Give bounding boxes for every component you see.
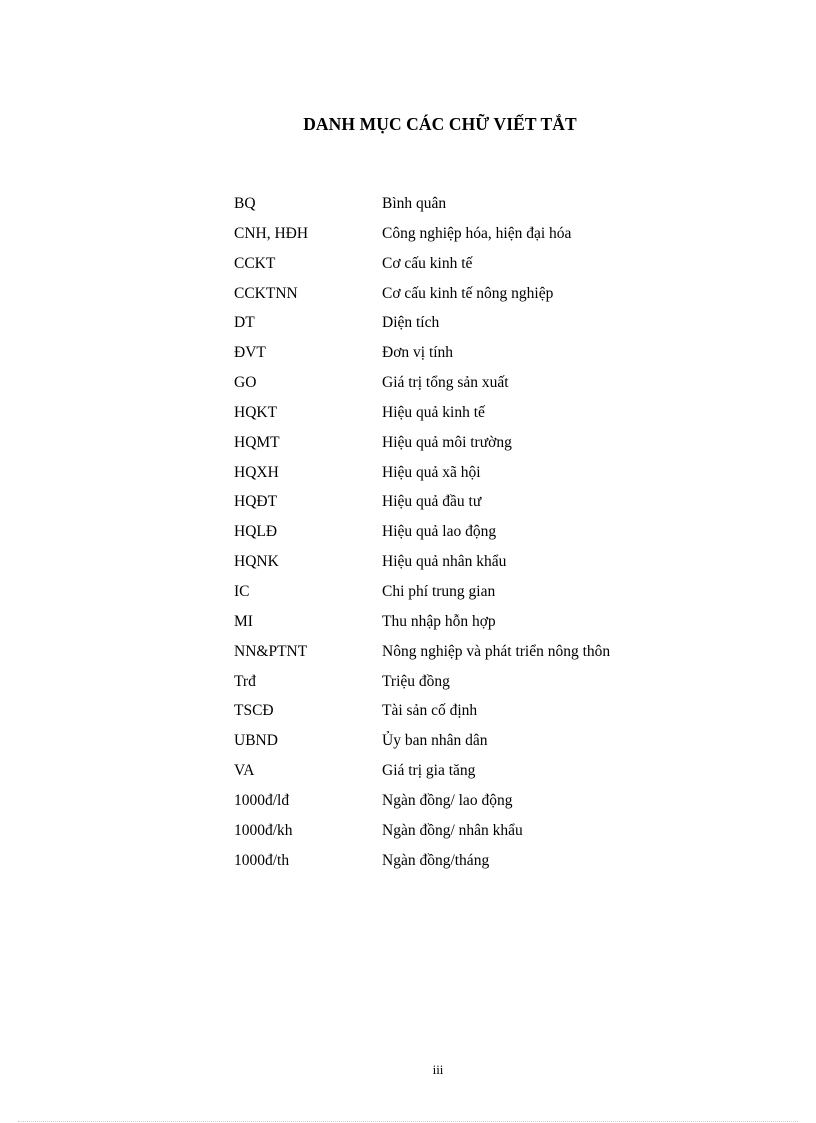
abbreviation-term: HQMT [234, 433, 280, 451]
abbreviation-term: VA [234, 762, 255, 780]
abbreviation-definition: Bình quân [382, 195, 447, 212]
abbreviation-definition: Hiệu quả lao động [382, 523, 497, 541]
page-bottom-border [18, 1121, 798, 1122]
abbreviation-definition: Cơ cấu kinh tế nông nghiệp [382, 284, 554, 302]
abbreviation-term: Trđ [234, 672, 256, 690]
abbreviation-term: HQNK [234, 553, 279, 571]
abbreviation-term: DT [234, 314, 255, 332]
abbreviation-row [234, 672, 694, 702]
abbreviation-row [234, 791, 694, 821]
abbreviation-term: BQ [234, 195, 256, 212]
abbreviation-row [234, 492, 694, 522]
abbreviation-row [234, 552, 694, 582]
abbreviation-definition: Hiệu quả đầu tư [382, 493, 482, 511]
abbreviation-definition: Triệu đồng [382, 672, 450, 690]
abbreviation-term: 1000đ/lđ [234, 791, 290, 809]
abbreviation-term: MI [234, 612, 253, 630]
abbreviation-term: 1000đ/kh [234, 821, 293, 839]
abbreviation-row [234, 731, 694, 761]
abbreviation-definition: Ngàn đồng/tháng [382, 851, 490, 869]
abbreviation-row [234, 821, 694, 851]
abbreviation-term: UBND [234, 732, 278, 750]
abbreviation-definition: Ngàn đồng/ nhân khẩu [382, 821, 523, 839]
abbreviation-row [234, 463, 694, 493]
abbreviation-definition: Giá trị tổng sản xuất [382, 374, 509, 392]
abbreviation-row [234, 761, 694, 791]
abbreviation-definition: Cơ cấu kinh tế [382, 254, 473, 272]
abbreviation-row [234, 701, 694, 731]
abbreviation-row [234, 433, 694, 463]
abbreviation-row [234, 851, 694, 881]
abbreviation-definition: Công nghiệp hóa, hiện đại hóa [382, 224, 572, 242]
abbreviation-row [234, 254, 694, 284]
abbreviation-definition: Tài sản cố định [382, 702, 478, 720]
abbreviation-term: CCKT [234, 254, 276, 272]
abbreviation-definition: Thu nhập hỗn hợp [382, 612, 496, 630]
abbreviation-row [234, 642, 694, 672]
abbreviation-definition: Ủy ban nhân dân [382, 732, 488, 750]
abbreviation-term: TSCĐ [234, 702, 274, 720]
abbreviation-row [234, 343, 694, 373]
abbreviation-term: HQKT [234, 403, 278, 421]
abbreviation-term: CCKTNN [234, 284, 298, 302]
abbreviation-definition: Hiệu quả nhân khẩu [382, 553, 507, 571]
abbreviation-list [234, 194, 694, 880]
abbreviation-term: ĐVT [234, 344, 266, 362]
abbreviation-row [234, 403, 694, 433]
abbreviation-definition: Chi phí trung gian [382, 582, 496, 600]
abbreviation-definition: Hiệu quả môi trường [382, 433, 512, 451]
abbreviation-term: GO [234, 374, 257, 392]
abbreviation-row [234, 612, 694, 642]
abbreviation-definition: Ngàn đồng/ lao động [382, 791, 513, 809]
abbreviation-definition: Nông nghiệp và phát triển nông thôn [382, 642, 611, 660]
abbreviation-term: HQXH [234, 463, 279, 481]
abbreviation-definition: Đơn vị tính [382, 344, 454, 362]
page-number: iii [432, 1062, 444, 1077]
abbreviation-definition: Hiệu quả xã hội [382, 463, 481, 481]
abbreviation-term: IC [234, 582, 250, 600]
abbreviation-row [234, 313, 694, 343]
abbreviation-term: NN&PTNT [234, 642, 308, 660]
abbreviation-definition: Hiệu quả kinh tế [382, 403, 485, 421]
abbreviation-term: CNH, HĐH [234, 224, 309, 242]
abbreviation-row [234, 194, 694, 224]
abbreviation-row [234, 522, 694, 552]
abbreviation-definition: Giá trị gia tăng [382, 762, 476, 780]
page-title: DANH MỤC CÁC CHỮ VIẾT TẮT [303, 114, 577, 134]
abbreviation-row [234, 582, 694, 612]
abbreviation-term: HQĐT [234, 493, 278, 511]
abbreviation-row [234, 224, 694, 254]
abbreviation-definition: Diện tích [382, 314, 440, 332]
abbreviation-row [234, 373, 694, 403]
abbreviation-term: 1000đ/th [234, 851, 290, 869]
abbreviation-row [234, 284, 694, 314]
abbreviation-term: HQLĐ [234, 523, 278, 541]
